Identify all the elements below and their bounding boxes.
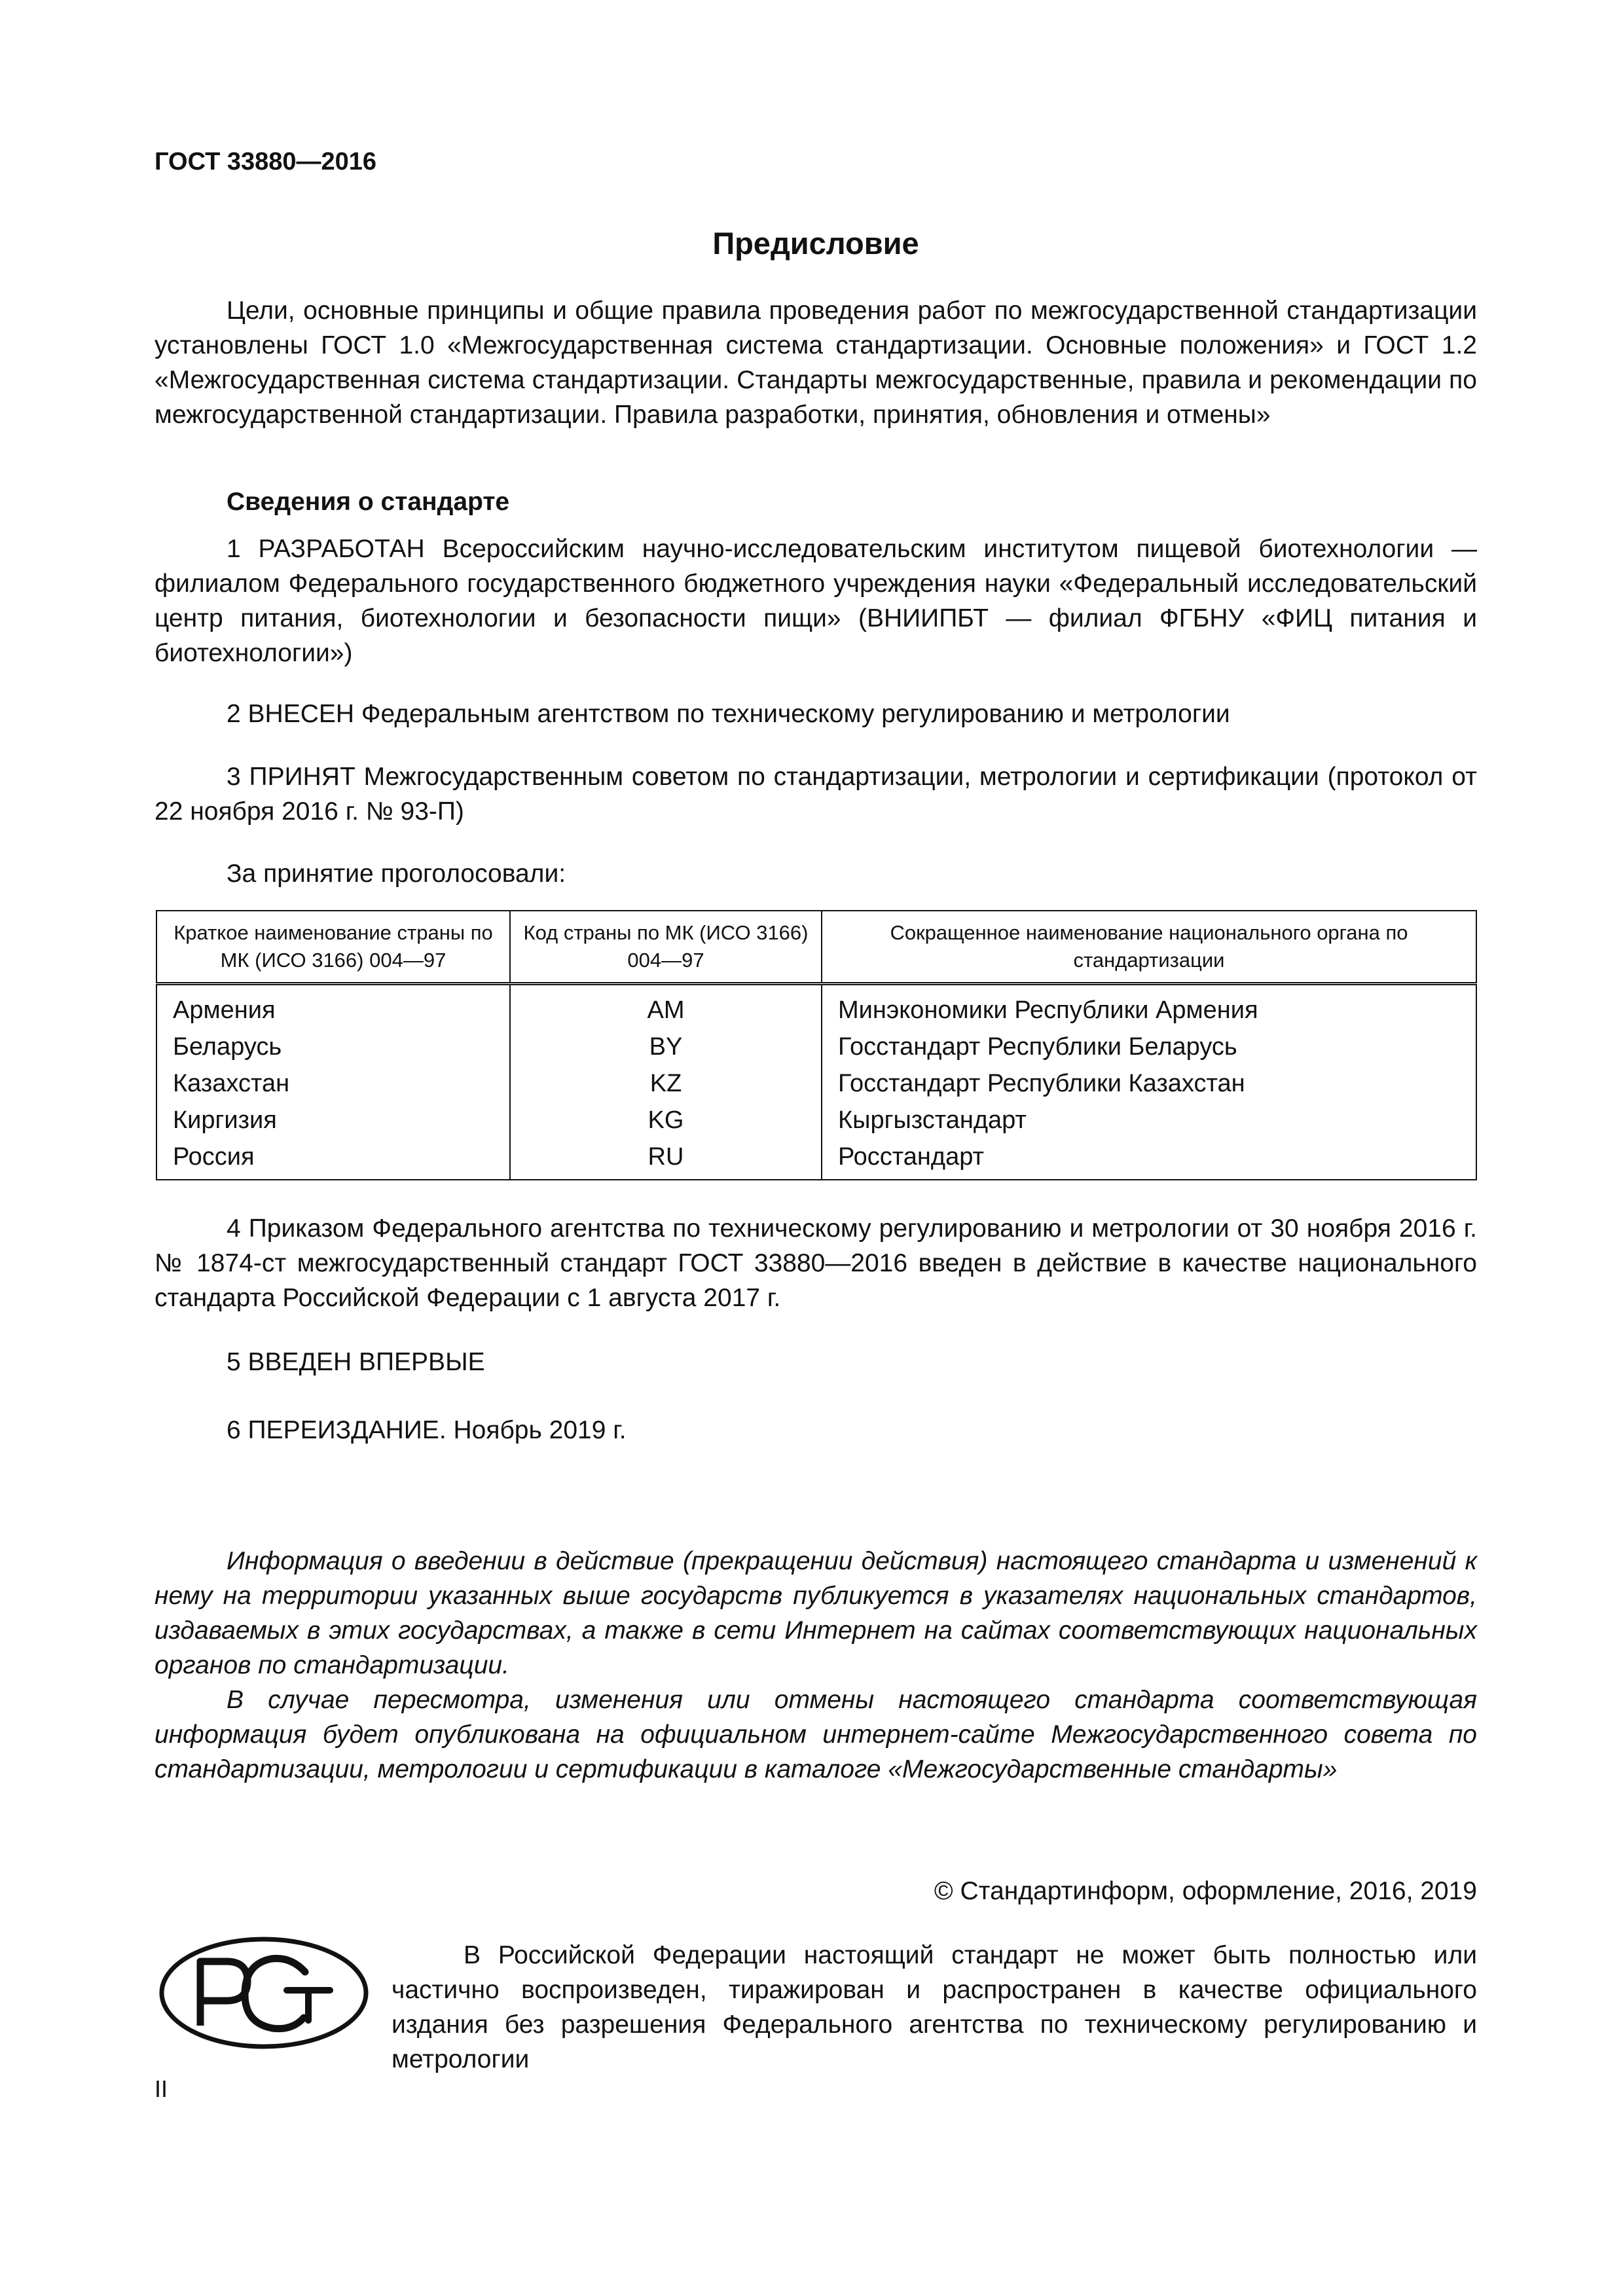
cell-country: Киргизия xyxy=(156,1102,510,1139)
cell-body: Госстандарт Республики Беларусь xyxy=(822,1029,1476,1065)
item-submitted: 2 ВНЕСЕН Федеральным агентством по техническому регулированию и метрологии xyxy=(227,700,1230,728)
header-body: Сокращенное наименование национального органа по стандартизации xyxy=(822,911,1476,984)
table-row xyxy=(156,1065,1476,1102)
info-heading: Сведения о стандарте xyxy=(227,488,510,516)
cell-country: Армения xyxy=(156,984,510,1029)
header-code: Код страны по МК (ИСО 3166) 004—97 xyxy=(510,911,822,984)
table-header-row xyxy=(156,911,1476,984)
page-number: II xyxy=(155,2075,168,2102)
preface-intro: Цели, основные принципы и общие правила проведения работ по межгосударственной стандартизации установлены ГОСТ 1.0 «Межгосударственная система стандартизации. Основные положения» и ГОСТ 1.2 «Межгосударственная система стандартизации. Стандарты межгосударственные, правила и рекомендации по межгосударственной стандартизации. Правила разработки, принятия, обновления и отмены» xyxy=(155,297,1477,429)
voting-table xyxy=(156,910,1477,1180)
cell-code: RU xyxy=(510,1139,822,1180)
table-row xyxy=(156,1102,1476,1139)
item-reissue: 6 ПЕРЕИЗДАНИЕ. Ноябрь 2019 г. xyxy=(227,1416,627,1444)
cell-body: Минэкономики Республики Армения xyxy=(822,984,1476,1029)
cell-code: KZ xyxy=(510,1065,822,1102)
standard-code: ГОСТ 33880—2016 xyxy=(155,148,377,175)
reproduction-notice: В Российской Федерации настоящий стандарт не может быть полностью или частично воспроизведен, тиражирован и распространен в качестве официального издания без разрешения Федерального агентства по техническому регулированию и метрологии xyxy=(392,1941,1477,2073)
vote-intro: За принятие проголосовали: xyxy=(227,860,566,888)
cell-body: Госстандарт Республики Казахстан xyxy=(822,1065,1476,1102)
cell-code: KG xyxy=(510,1102,822,1139)
cell-code: AM xyxy=(510,984,822,1029)
page-title: Предисловие xyxy=(712,226,919,261)
notice-info: Информация о введении в действие (прекращении действия) настоящего стандарта и изменений к нему на территории указанных выше государств публикуется в указателях национальных стандартов, издаваемых в этих государствах, а также в сети Интернет на сайтах соответствующих национальных органов по стандартизации. xyxy=(155,1547,1477,1679)
item-first-introduced: 5 ВВЕДЕН ВПЕРВЫЕ xyxy=(227,1348,485,1376)
item-developed: 1 РАЗРАБОТАН Всероссийским научно-исследовательским институтом пищевой биотехнологии — филиалом Федерального государственного бюджетного учреждения науки «Федеральный исследовательский центр питания, биотехнологии и безопасности пищи» (ВНИИПБТ — филиал ФГБНУ «ФИЦ питания и биотехнологии») xyxy=(155,535,1477,667)
cell-body: Росстандарт xyxy=(822,1139,1476,1180)
cell-country: Беларусь xyxy=(156,1029,510,1065)
pct-logo-icon xyxy=(156,1934,372,2052)
notice-revision: В случае пересмотра, изменения или отмены настоящего стандарта соответствующая информация будет опубликована на официальном интернет-сайте Межгосударственного совета по стандартизации, метрологии и сертификации в каталоге «Межгосударственные стандарты» xyxy=(155,1686,1477,1783)
item-enacted: 4 Приказом Федерального агентства по техническому регулированию и метрологии от 30 ноября 2016 г. № 1874-ст межгосударственный стандарт ГОСТ 33880—2016 введен в действие в качестве национального стандарта Российской Федерации с 1 августа 2017 г. xyxy=(155,1214,1477,1312)
table-row xyxy=(156,1139,1476,1180)
cell-country: Россия xyxy=(156,1139,510,1180)
table-row xyxy=(156,1029,1476,1065)
cell-body: Кыргызстандарт xyxy=(822,1102,1476,1139)
item-adopted: 3 ПРИНЯТ Межгосударственным советом по стандартизации, метрологии и сертификации (протокол от 22 ноября 2016 г. № 93-П) xyxy=(155,763,1477,826)
cell-country: Казахстан xyxy=(156,1065,510,1102)
cell-code: BY xyxy=(510,1029,822,1065)
copyright: © Стандартинформ, оформление, 2016, 2019 xyxy=(934,1877,1477,1905)
table-row xyxy=(156,984,1476,1029)
header-country: Краткое наименование страны по МК (ИСО 3166) 004—97 xyxy=(156,911,510,984)
